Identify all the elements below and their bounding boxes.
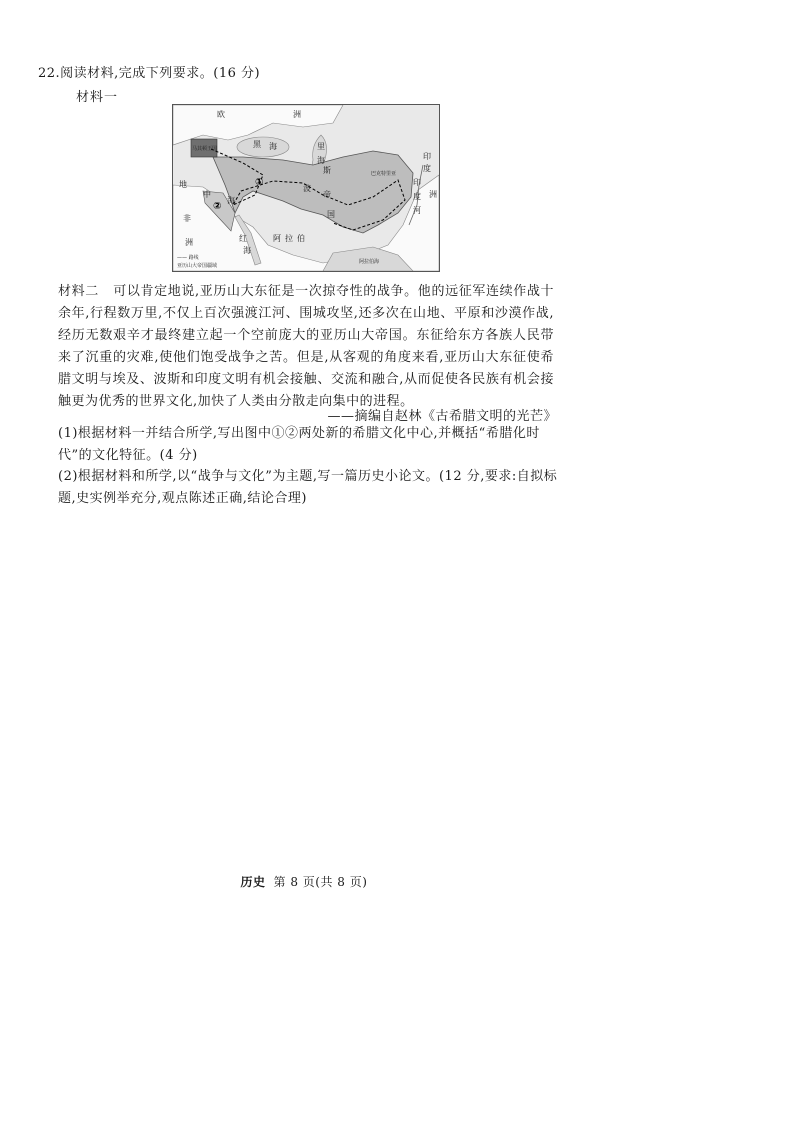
map-label-med3: 海: [227, 196, 235, 205]
map-legend-empire: 亚历山大帝国疆域: [177, 263, 218, 269]
map-label-europe2: 洲: [293, 110, 301, 119]
material2-source: ——摘编自赵林《古希腊文明的光芒》: [327, 409, 557, 424]
map-label-macedonia: 马其顿王国: [192, 146, 218, 152]
map-label-red2: 海: [243, 246, 251, 255]
map-label-asia: 洲: [429, 190, 437, 199]
map-label-indus2: 度: [413, 192, 421, 201]
map-marker-1: ①: [255, 177, 264, 188]
material2-label: 材料二: [58, 284, 99, 299]
material2-paragraph: [58, 281, 554, 413]
map-label-africa: 非: [183, 214, 191, 223]
map-black-sea: [237, 137, 289, 157]
map-label-caspian: 里: [317, 142, 325, 151]
map-label-black2: 海: [269, 142, 277, 151]
map-label-europe: 欧: [217, 110, 225, 119]
map-label-indus3: 河: [413, 206, 421, 215]
map-legend-route: —— 路线: [177, 255, 199, 261]
map-label-africa2: 洲: [185, 238, 193, 247]
map-label-india: 印: [423, 152, 431, 161]
question-2: (2)根据材料和所学,以“战争与文化”为主题,写一篇历史小论文。(12 分,要求:自拟标题,史实例举充分,观点陈述正确,结论合理): [58, 469, 558, 506]
map-label-arabia3: 伯: [297, 234, 305, 243]
map-label-persia3: 帝: [323, 190, 331, 199]
map-label-india2: 度: [423, 164, 431, 173]
map-label-caspian2: 海: [317, 156, 325, 165]
map-label-black: 黑: [253, 140, 261, 149]
map-label-indus: 印: [413, 178, 421, 187]
map-svg: [173, 105, 439, 271]
page-footer: [0, 873, 608, 890]
map-label-persia2: 斯: [323, 166, 331, 175]
material1-label: 材料一: [76, 90, 119, 105]
map-label-med1: 地: [179, 180, 187, 189]
historical-map: [172, 104, 440, 272]
map-label-arabian-sea: 阿拉伯海: [359, 259, 380, 265]
map-label-persia1: 波: [303, 184, 311, 193]
map-marker-2: ②: [213, 201, 222, 212]
map-label-persia4: 国: [327, 210, 335, 219]
question-1: (1)根据材料一并结合所学,写出图中①②两处新的希腊文化中心,并概括“希腊化时代”的文化特征。(4 分): [58, 426, 540, 463]
map-label-arabia2: 拉: [285, 234, 293, 243]
map-label-bactria: 巴克特里亚: [371, 171, 397, 177]
footer-page: 第 8 页(共 8 页): [273, 875, 368, 889]
map-label-med2: 中: [203, 190, 211, 199]
question-title: 22.阅读材料,完成下列要求。(16 分): [38, 66, 261, 81]
map-label-arabia: 阿: [273, 234, 281, 243]
map-label-red: 红: [239, 234, 247, 243]
footer-subject: 历史: [240, 875, 266, 889]
material2-text: 可以肯定地说,亚历山大东征是一次掠夺性的战争。他的远征军连续作战十余年,行程数万里,不仅上百次强渡江河、围城攻坚,还多次在山地、平原和沙漠作战,经历无数艰辛才最终建立起一个空前庞大的亚历山大帝国。东征给东方各族人民带来了沉重的灾难,使他们饱受战争之苦。但是,从客观的角度来看,亚历山大东征使希腊文明与埃及、波斯和印度文明有机会接触、交流和融合,从而促使各民族有机会接触更为优秀的世界文化,加快了人类由分散走向集中的进程。: [58, 284, 554, 409]
